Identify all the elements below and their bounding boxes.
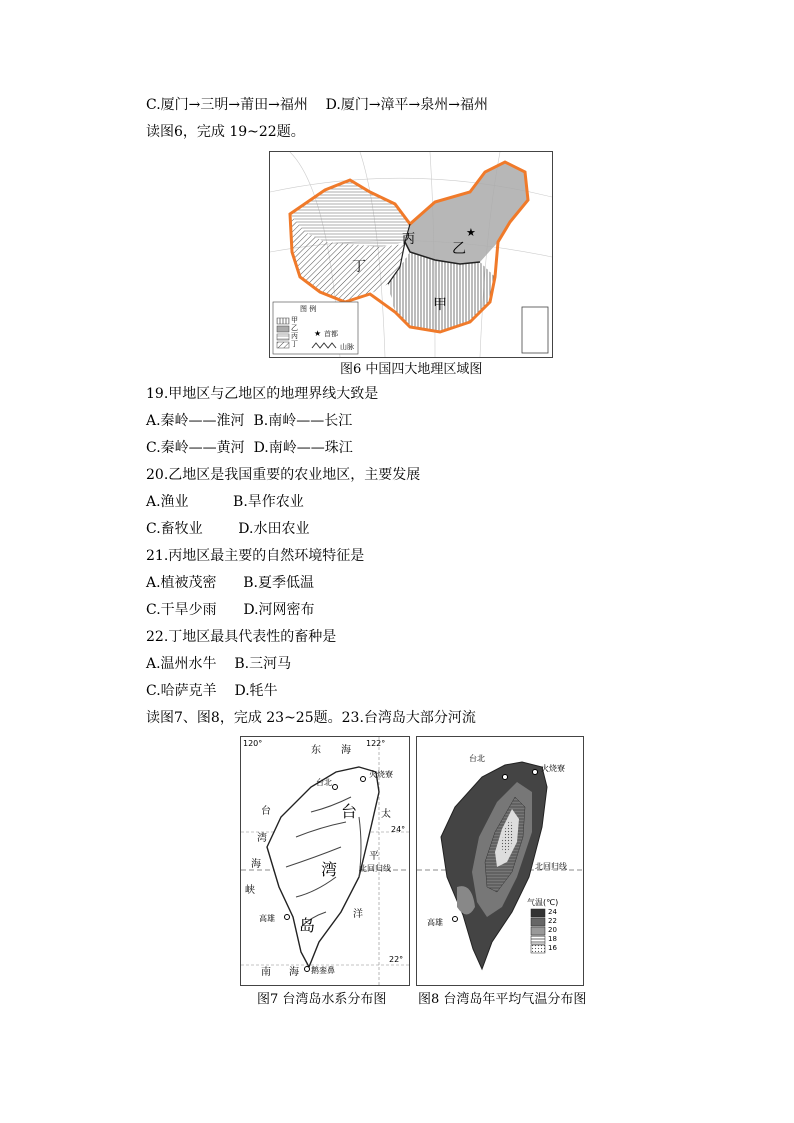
- strait-label-xia: 峡: [245, 885, 255, 896]
- question-21-options-ab: A.植被茂密 B.夏季低温: [146, 575, 314, 591]
- sea-label-dong: 东: [311, 745, 321, 756]
- huoshaoliao-marker: [361, 777, 366, 782]
- instruction-fig7-fig8-question-23: 读图7、图8，完成 23~25题。23.台湾岛大部分河流: [146, 710, 476, 726]
- legend-item-jia: 甲: [291, 316, 298, 324]
- question-19: 19.甲地区与乙地区的地理界线大致是: [146, 386, 379, 402]
- figure-6-china-regions-map: [269, 151, 553, 358]
- figure-8-taiwan-temperature: [416, 736, 584, 986]
- question-19-options-cd: C.秦岭——黄河 D.南岭——珠江: [146, 440, 353, 456]
- legend-value-16: 16: [548, 944, 557, 952]
- fig7-lat-24: 24°: [391, 825, 406, 834]
- question-20-options-ab: A.渔业 B.旱作农业: [146, 494, 304, 510]
- ocean-label-ping: 平: [369, 851, 379, 862]
- figure-8-caption: 图8 台湾岛年平均气温分布图: [418, 992, 587, 1007]
- region-label-jia: 甲: [433, 297, 447, 313]
- legend-swatch-22: [531, 918, 545, 926]
- strait-label-wan: 湾: [257, 833, 267, 844]
- legend-capital-label: 首都: [324, 330, 338, 338]
- island-label-tai: 台: [341, 802, 358, 821]
- fig8-kaohsiung-marker: [453, 917, 458, 922]
- fig7-huoshaoliao-label: 火烧寮: [369, 770, 393, 779]
- question-20: 20.乙地区是我国重要的农业地区，主要发展: [146, 467, 421, 483]
- question-20-options-cd: C.畜牧业 D.水田农业: [146, 521, 310, 537]
- fig8-kaohsiung-label: 高雄: [427, 918, 443, 927]
- strait-label-hai: 海: [251, 859, 261, 870]
- legend-swatch-20: [531, 927, 545, 935]
- fig8-legend-title: 气温(℃): [527, 898, 559, 907]
- eluanbi-marker: [305, 967, 310, 972]
- region-label-ding: 丁: [352, 259, 366, 275]
- legend-value-24: 24: [548, 908, 557, 916]
- legend-item-bing: 丙: [291, 332, 298, 340]
- figure-6-caption: 图6 中国四大地理区域图: [340, 362, 483, 377]
- sea-label-nan: 南: [261, 967, 271, 978]
- legend-value-18: 18: [548, 935, 557, 943]
- fig7-lon-120: 120°: [243, 739, 263, 748]
- question-22: 22.丁地区最具代表性的畜种是: [146, 629, 337, 645]
- fig8-taipei-label: 台北: [469, 754, 485, 763]
- fig7-tropic-label: 北回归线: [359, 864, 391, 873]
- ocean-label-tai: 太: [381, 809, 391, 820]
- question-21: 21.丙地区最主要的自然环境特征是: [146, 548, 365, 564]
- option-line-cd-route: C.厦门→三明→莆田→福州 D.厦门→漳平→泉州→福州: [146, 97, 489, 113]
- fig7-kaohsiung-label: 高雄: [259, 914, 275, 923]
- fig8-huoshaoliao-marker: [533, 770, 538, 775]
- question-22-options-ab: A.温州水牛 B.三河马: [146, 656, 292, 672]
- china-map-graphic: [270, 152, 552, 357]
- fig7-lon-122: 122°: [366, 739, 386, 748]
- fig8-huoshaoliao-label: 火烧寮: [541, 764, 565, 773]
- question-22-options-cd: C.哈萨克羊 D.牦牛: [146, 683, 278, 699]
- figure-7-caption: 图7 台湾岛水系分布图: [257, 992, 387, 1007]
- ocean-label-yang: 洋: [353, 909, 363, 920]
- legend-value-20: 20: [548, 926, 557, 934]
- legend-star-icon: ★: [314, 329, 322, 338]
- strait-label-tai: 台: [261, 806, 271, 817]
- sea-label-hai-2: 海: [289, 967, 299, 978]
- capital-star-icon: ★: [466, 226, 476, 239]
- question-21-options-cd: C.干旱少雨 D.河网密布: [146, 602, 315, 618]
- legend-swatch-18: [531, 936, 545, 944]
- sea-label-hai-1: 海: [341, 745, 351, 756]
- fig8-tropic-label: 北回归线: [535, 862, 567, 871]
- fig8-taipei-marker: [503, 775, 508, 780]
- figure-7-taiwan-rivers: [240, 736, 410, 986]
- legend-item-ding: 丁: [291, 340, 298, 348]
- fig7-eluanbi-label: 鹅銮鼻: [311, 966, 335, 975]
- legend-swatch-16: [531, 945, 545, 953]
- region-label-yi: 乙: [452, 241, 466, 257]
- instruction-fig6: 读图6，完成 19~22题。: [146, 124, 305, 140]
- region-label-bing: 丙: [402, 232, 416, 247]
- legend-mountain-label: 山脉: [340, 343, 354, 351]
- fig7-lat-22: 22°: [389, 955, 404, 964]
- legend-value-22: 22: [548, 917, 557, 925]
- legend-item-yi: 乙: [291, 324, 298, 332]
- legend-swatch-24: [531, 909, 545, 917]
- island-label-dao: 岛: [299, 916, 316, 935]
- kaohsiung-marker: [285, 915, 290, 920]
- legend-title: 图 例: [300, 305, 317, 313]
- question-19-options-ab: A.秦岭——淮河 B.南岭——长江: [146, 413, 353, 429]
- fig7-taipei-label: 台北: [316, 778, 332, 787]
- island-label-wan: 湾: [321, 860, 338, 879]
- taipei-marker: [333, 785, 338, 790]
